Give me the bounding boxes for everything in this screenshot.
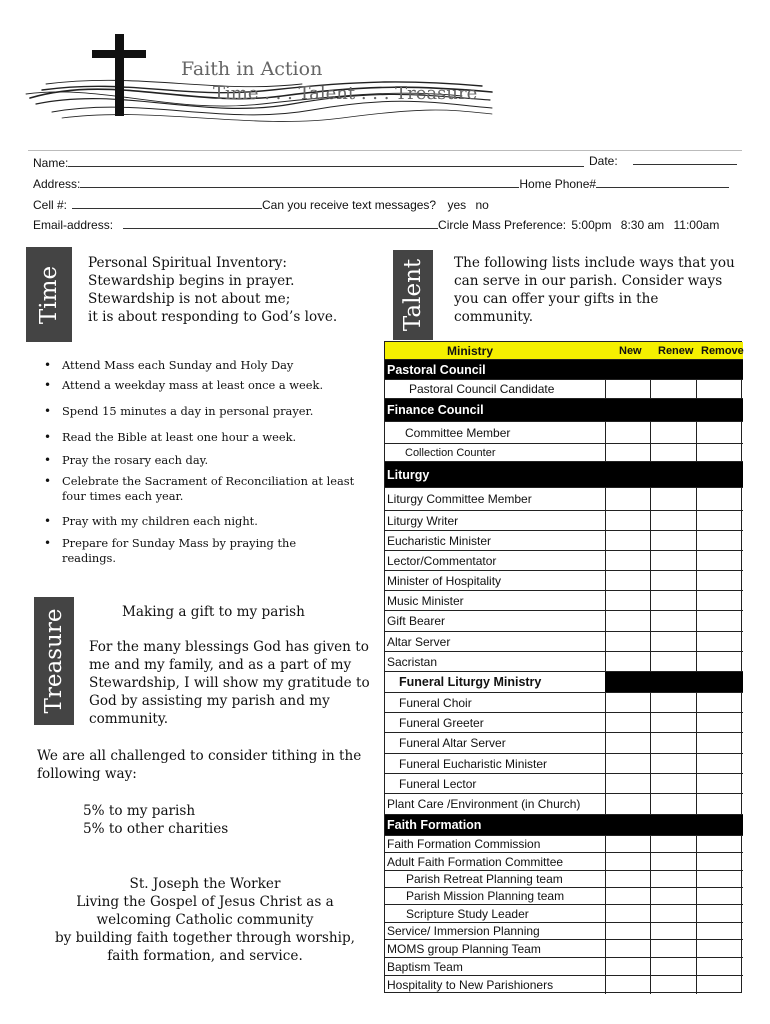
parish-mission-statement	[30, 875, 380, 965]
table-row	[385, 571, 743, 591]
renew-checkbox[interactable]	[650, 888, 696, 904]
renew-checkbox[interactable]	[650, 551, 696, 570]
new-checkbox[interactable]	[605, 774, 650, 793]
new-checkbox[interactable]	[605, 611, 650, 631]
renew-checkbox[interactable]	[650, 976, 696, 994]
table-row	[385, 591, 743, 611]
table-row	[385, 905, 743, 923]
table-row	[385, 923, 743, 940]
renew-checkbox[interactable]	[650, 794, 696, 814]
new-checkbox[interactable]	[605, 444, 650, 461]
commitment-line: • Celebrate the Sacrament of Reconciliation at least	[62, 474, 355, 488]
commitment-line: • Attend a weekday mass at least once a week.	[62, 378, 324, 392]
ministry-label: Scripture Study Leader	[406, 906, 529, 921]
time-intro-line: Stewardship begins in prayer.	[88, 273, 295, 289]
commitment-line: four times each year.	[62, 488, 184, 503]
remove-checkbox[interactable]	[696, 905, 743, 922]
talent-intro-line: can serve in our parish. Consider ways	[454, 273, 723, 289]
cell-field[interactable]	[72, 197, 262, 209]
home-phone-label: Home Phone#	[519, 177, 597, 191]
text-no-option[interactable]: no	[475, 198, 489, 212]
new-checkbox[interactable]	[605, 693, 650, 712]
new-checkbox[interactable]	[605, 958, 650, 975]
time-intro-line: Stewardship is not about me;	[88, 291, 291, 307]
mission-line: by building faith together through worship,	[54, 930, 356, 946]
mission-line: faith formation, and service.	[107, 948, 303, 964]
renew-checkbox[interactable]	[650, 940, 696, 957]
commitment-line: readings.	[62, 550, 117, 565]
remove-checkbox[interactable]	[696, 733, 743, 753]
time-intro-line: it is about responding to God’s love.	[88, 309, 338, 325]
mass-time-option[interactable]: 11:00am	[673, 218, 720, 232]
text-question: Can you receive text messages?	[262, 198, 437, 212]
renew-checkbox[interactable]	[650, 444, 696, 461]
commitment-item	[44, 536, 382, 565]
table-row	[385, 531, 743, 551]
renew-checkbox[interactable]	[650, 958, 696, 975]
talent-label: Talent	[400, 258, 426, 332]
ministry-table	[384, 341, 742, 993]
table-row	[385, 888, 743, 905]
date-field[interactable]	[633, 153, 737, 165]
commitment-line: • Pray the rosary each day.	[62, 453, 209, 467]
ministry-label: Liturgy Committee Member	[387, 492, 532, 506]
pledge-line: God by assisting my parish and my	[89, 693, 330, 709]
percent-line: 5% to other charities	[83, 821, 229, 837]
table-row	[385, 733, 743, 754]
mission-line: Living the Gospel of Jesus Christ as a	[76, 894, 334, 910]
new-checkbox[interactable]	[605, 591, 650, 610]
remove-checkbox[interactable]	[696, 853, 743, 870]
email-field[interactable]	[123, 217, 438, 229]
table-header	[385, 342, 743, 360]
section-row	[385, 462, 743, 488]
ministry-label: Eucharistic Minister	[387, 533, 492, 548]
name-field[interactable]	[68, 155, 584, 167]
table-row	[385, 958, 743, 976]
ministry-label: Funeral Altar Server	[399, 736, 506, 750]
time-intro-line: Personal Spiritual Inventory:	[88, 255, 287, 271]
ministry-label: Funeral Choir	[399, 695, 472, 710]
new-checkbox[interactable]	[605, 531, 650, 550]
tithing-percentages	[83, 802, 228, 838]
new-checkbox[interactable]	[605, 422, 650, 443]
ministry-label: Sacristan	[387, 654, 438, 669]
table-row	[385, 871, 743, 888]
renew-checkbox[interactable]	[650, 652, 696, 671]
table-row	[385, 693, 743, 713]
renew-checkbox[interactable]	[650, 713, 696, 732]
renew-checkbox[interactable]	[650, 511, 696, 530]
ministry-label: Funeral Lector	[399, 776, 477, 791]
commitment-line: • Prepare for Sunday Mass by praying the	[62, 536, 297, 550]
remove-checkbox[interactable]	[696, 774, 743, 793]
commitment-item	[44, 378, 382, 393]
new-checkbox[interactable]	[605, 652, 650, 671]
address-label: Address:	[33, 177, 81, 191]
remove-checkbox[interactable]	[696, 531, 743, 550]
pledge-line: community.	[89, 711, 169, 727]
renew-checkbox[interactable]	[650, 531, 696, 550]
table-row	[385, 632, 743, 652]
renew-checkbox[interactable]	[650, 733, 696, 753]
renew-checkbox[interactable]	[650, 871, 696, 887]
new-checkbox[interactable]	[605, 940, 650, 957]
ministry-label: Funeral Greeter	[399, 715, 484, 730]
table-row	[385, 511, 743, 531]
renew-checkbox[interactable]	[650, 905, 696, 922]
ministry-label: Faith Formation Commission	[387, 837, 541, 851]
renew-checkbox[interactable]	[650, 632, 696, 651]
table-row	[385, 611, 743, 632]
renew-checkbox[interactable]	[650, 836, 696, 852]
renew-checkbox[interactable]	[650, 380, 696, 398]
remove-checkbox[interactable]	[696, 693, 743, 712]
ministry-label: Gift Bearer	[387, 614, 446, 628]
ministry-label: Liturgy Writer	[387, 513, 459, 528]
table-row	[385, 940, 743, 958]
commitment-item	[44, 430, 382, 445]
commitment-line: • Pray with my children each night.	[62, 514, 258, 528]
talent-intro-line: you can offer your gifts in the	[454, 291, 659, 307]
mass-time-option[interactable]: 5:00pm	[571, 218, 612, 232]
header-cross-graphic	[22, 34, 502, 130]
talent-intro	[454, 254, 744, 326]
header-remove: Remove	[701, 344, 744, 357]
tithing-text	[37, 747, 377, 783]
table-row	[385, 853, 743, 871]
treasure-label-box	[34, 597, 74, 725]
ministry-label: Music Minister	[387, 593, 464, 608]
remove-checkbox[interactable]	[696, 652, 743, 671]
renew-checkbox[interactable]	[650, 693, 696, 712]
header-subtitle: Time . . . Talent . . . Treasure	[213, 83, 478, 104]
new-checkbox[interactable]	[605, 976, 650, 994]
new-checkbox[interactable]	[605, 923, 650, 939]
address-row	[33, 176, 729, 191]
remove-checkbox[interactable]	[696, 958, 743, 975]
commitment-item	[44, 358, 382, 373]
remove-checkbox[interactable]	[696, 923, 743, 939]
home-phone-field[interactable]	[596, 176, 729, 188]
commitment-line: • Read the Bible at least one hour a week.	[62, 430, 297, 444]
remove-checkbox[interactable]	[696, 422, 743, 443]
email-row	[33, 217, 719, 232]
commitment-item	[44, 474, 382, 503]
table-row	[385, 422, 743, 444]
renew-checkbox[interactable]	[650, 611, 696, 631]
remove-checkbox[interactable]	[696, 713, 743, 732]
pledge-line: For the many blessings God has given to	[89, 639, 369, 655]
section-row	[385, 815, 743, 836]
email-label: Email-address:	[33, 218, 114, 232]
percent-line: 5% to my parish	[83, 803, 196, 819]
address-field[interactable]	[80, 176, 519, 188]
table-row	[385, 774, 743, 794]
section-row	[385, 399, 743, 422]
renew-checkbox[interactable]	[650, 923, 696, 939]
table-row	[385, 713, 743, 733]
mass-pref-label: Circle Mass Preference:	[438, 218, 567, 232]
renew-checkbox[interactable]	[650, 754, 696, 773]
ministry-label: Pastoral Council	[387, 362, 486, 377]
header-divider	[28, 150, 742, 151]
remove-checkbox[interactable]	[696, 888, 743, 904]
new-checkbox[interactable]	[605, 754, 650, 773]
header-new: New	[619, 344, 642, 357]
ministry-label: Baptism Team	[387, 959, 463, 974]
date-label: Date:	[589, 154, 618, 168]
ministry-label: Funeral Eucharistic Minister	[399, 756, 548, 771]
renew-checkbox[interactable]	[650, 774, 696, 793]
cell-row	[33, 197, 489, 212]
commitment-line: • Attend Mass each Sunday and Holy Day	[62, 358, 294, 372]
name-row	[33, 155, 584, 170]
remove-checkbox[interactable]	[696, 380, 743, 398]
time-label-box	[26, 247, 72, 342]
ministry-label: Altar Server	[387, 634, 451, 649]
text-yes-option[interactable]: yes	[447, 198, 467, 212]
commitment-item	[44, 404, 382, 419]
table-row	[385, 976, 743, 994]
talent-intro-line: The following lists include ways that you	[454, 255, 735, 271]
ministry-label: Faith Formation	[387, 818, 482, 832]
ministry-label: Parish Mission Planning team	[406, 889, 565, 903]
table-row	[385, 380, 743, 399]
table-row	[385, 836, 743, 853]
remove-checkbox[interactable]	[696, 754, 743, 773]
talent-label-box	[393, 250, 433, 340]
section-row	[385, 360, 743, 380]
time-intro	[88, 254, 388, 326]
commitment-line: • Spend 15 minutes a day in personal prayer.	[62, 404, 314, 418]
new-checkbox[interactable]	[605, 488, 650, 510]
new-checkbox[interactable]	[605, 853, 650, 870]
table-row	[385, 754, 743, 774]
remove-checkbox[interactable]	[696, 976, 743, 994]
new-checkbox[interactable]	[605, 571, 650, 590]
new-checkbox[interactable]	[605, 794, 650, 814]
new-checkbox[interactable]	[605, 871, 650, 887]
table-row	[385, 488, 743, 511]
ministry-label: Hospitality to New Parishioners	[387, 978, 554, 992]
ministry-label: Liturgy	[387, 467, 430, 482]
subsection-shade	[605, 672, 743, 692]
remove-checkbox[interactable]	[696, 871, 743, 887]
ministry-label: Plant Care /Environment (in Church)	[387, 797, 581, 811]
ministry-label: MOMS group Planning Team	[387, 941, 541, 956]
renew-checkbox[interactable]	[650, 853, 696, 870]
remove-checkbox[interactable]	[696, 794, 743, 814]
pledge-line: me and my family, and as a part of my	[89, 657, 352, 673]
remove-checkbox[interactable]	[696, 836, 743, 852]
remove-checkbox[interactable]	[696, 444, 743, 461]
ministry-label: Parish Retreat Planning team	[406, 872, 563, 886]
commitment-item	[44, 453, 382, 468]
renew-checkbox[interactable]	[650, 488, 696, 510]
header-title: Faith in Action	[181, 58, 323, 80]
new-checkbox[interactable]	[605, 905, 650, 922]
ministry-label: Minister of Hospitality	[387, 573, 502, 588]
mission-line: welcoming Catholic community	[96, 912, 314, 928]
mass-time-option[interactable]: 8:30 am	[620, 218, 665, 232]
ministry-label: Finance Council	[387, 403, 484, 417]
mission-line: St. Joseph the Worker	[129, 876, 281, 892]
remove-checkbox[interactable]	[696, 632, 743, 651]
renew-checkbox[interactable]	[650, 591, 696, 610]
remove-checkbox[interactable]	[696, 571, 743, 590]
remove-checkbox[interactable]	[696, 940, 743, 957]
talent-intro-line: community.	[454, 309, 534, 325]
tithing-line: We are all challenged to consider tithing in the	[37, 748, 362, 764]
name-label: Name:	[33, 156, 69, 170]
header-ministry: Ministry	[447, 343, 494, 358]
date-row	[589, 153, 737, 168]
ministry-label: Adult Faith Formation Committee	[387, 854, 564, 869]
new-checkbox[interactable]	[605, 888, 650, 904]
new-checkbox[interactable]	[605, 511, 650, 530]
new-checkbox[interactable]	[605, 380, 650, 398]
remove-checkbox[interactable]	[696, 551, 743, 570]
commitment-item	[44, 514, 382, 529]
time-label: Time	[36, 265, 62, 324]
ministry-label: Pastoral Council Candidate	[409, 382, 555, 396]
table-row	[385, 444, 743, 462]
new-checkbox[interactable]	[605, 836, 650, 852]
remove-checkbox[interactable]	[696, 591, 743, 610]
tithing-line: following way:	[37, 766, 137, 782]
renew-checkbox[interactable]	[650, 571, 696, 590]
header-renew: Renew	[658, 344, 694, 357]
table-row	[385, 551, 743, 571]
treasure-label: Treasure	[41, 608, 67, 714]
remove-checkbox[interactable]	[696, 611, 743, 631]
ministry-label: Collection Counter	[405, 446, 496, 459]
treasure-heading: Making a gift to my parish	[122, 604, 305, 620]
subsection-row	[385, 672, 743, 693]
ministry-label: Service/ Immersion Planning	[387, 924, 540, 938]
remove-checkbox[interactable]	[696, 511, 743, 530]
renew-checkbox[interactable]	[650, 422, 696, 443]
ministry-label: Funeral Liturgy Ministry	[399, 675, 542, 689]
table-row	[385, 794, 743, 815]
pledge-line: Stewardship, I will show my gratitude to	[89, 675, 370, 691]
remove-checkbox[interactable]	[696, 488, 743, 510]
new-checkbox[interactable]	[605, 551, 650, 570]
ministry-label: Lector/Commentator	[387, 553, 497, 568]
treasure-pledge	[89, 638, 389, 728]
new-checkbox[interactable]	[605, 733, 650, 753]
new-checkbox[interactable]	[605, 713, 650, 732]
cell-label: Cell #:	[33, 198, 68, 212]
ministry-label: Committee Member	[405, 425, 511, 440]
table-row	[385, 652, 743, 672]
new-checkbox[interactable]	[605, 632, 650, 651]
